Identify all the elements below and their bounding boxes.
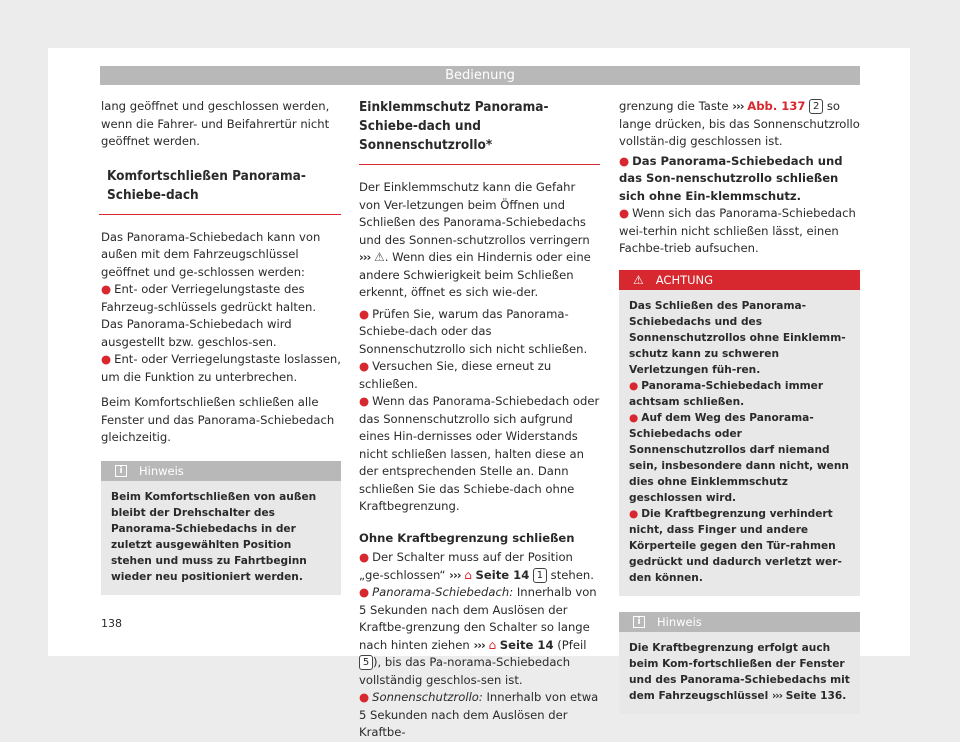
- callout-number: 5: [359, 655, 373, 670]
- callout-number: 2: [809, 99, 823, 114]
- bullet-item: ● Ent- oder Verriegelungstaste loslassen, um die Funktion zu unterbrechen.: [101, 352, 341, 384]
- bullet-icon: ●: [359, 306, 370, 321]
- subheading-ohne-kraftbegrenzung: Ohne Kraftbegrenzung schließen: [359, 530, 575, 545]
- warning-box: [619, 270, 860, 596]
- note-box: [619, 612, 860, 714]
- warning-intro: Das Schließen des Panorama-Schiebedachs und des Sonnenschutzrollos ohne Einklemm-schutz kann zu schweren Verletzungen füh-ren.: [629, 299, 846, 376]
- column-right: [619, 98, 860, 714]
- bullet-item: ● Versuchen Sie, diese erneut zu schließen.: [359, 359, 552, 391]
- bullet-icon: ●: [101, 282, 112, 296]
- page-reference-link[interactable]: Seite 14: [475, 567, 530, 582]
- note-title: Hinweis: [657, 614, 702, 629]
- page-reference-link[interactable]: Seite 14: [499, 637, 554, 652]
- bullet-icon: ●: [619, 206, 630, 220]
- bullet-item: ● Wenn das Panorama-Schiebedach oder das Sonnenschutzrollo sich aufgrund eines Hin-dernisses oder Widerstands nicht schließen lassen, halten diese an der entsprechenden Stelle an. Dann schließen Sie das Schiebe-dach ohne Kraftbegrenzung.: [359, 394, 600, 513]
- warning-icon: ⚠: [374, 250, 385, 264]
- reference-arrows-icon: ›››: [732, 99, 744, 113]
- reference-arrows-icon: ›››: [473, 637, 485, 652]
- note-title: Hinweis: [139, 463, 184, 478]
- paragraph: Der Einklemmschutz kann die Gefahr von Ver-letzungen beim Öffnen und Schließen des Panorama-Schiebedachs und des Sonnen-schutzrollos verringern ››› ⚠. Wenn dies ein Hindernis oder eine andere Schwierigkeit beim Schließen erkennt, öffnet es sich wie-der.: [359, 180, 591, 299]
- heading-wrapper: [99, 167, 341, 215]
- bullet-item: ● Panorama-Schiebedach: Innerhalb von 5 Sekunden nach dem Auslösen der Kraftbe-grenzung den Schalter so lange nach hinten ziehen ››› ⌂ Seite 14 (Pfeil 5 ), bis das Pa-norama-Schiebedach vollständig geschlos-sen ist.: [359, 585, 597, 687]
- bullet-icon: ●: [359, 359, 370, 373]
- page-reference-link[interactable]: Seite 136.: [785, 689, 847, 702]
- bullet-item: ● Wenn sich das Panorama-Schiebedach wei-terhin nicht schließen lässt, einen Fachbe-trieb aufsuchen.: [619, 206, 856, 255]
- bullet-icon: ●: [359, 585, 370, 599]
- reference-arrows-icon: ›››: [359, 250, 371, 264]
- car-icon: ⌂: [464, 567, 472, 582]
- warning-bullet: ● Panorama-Schiebedach immer achtsam schließen.: [629, 379, 824, 408]
- section-header: Bedienung: [100, 66, 860, 85]
- bullet-icon: ●: [619, 153, 630, 168]
- bullet-item: ● Sonnenschutzrollo: Innerhalb von etwa 5 Sekunden nach dem Auslösen der Kraftbe-: [359, 690, 599, 739]
- bullet-item: ● Das Panorama-Schiebedach und das Son-nenschutzrollo schließen sich ohne Ein-klemmschutz.: [619, 153, 843, 203]
- note-header: [101, 461, 341, 481]
- warning-icon: ⚠: [633, 272, 644, 287]
- paragraph-intro: lang geöffnet und geschlossen werden, wenn die Fahrer- und Beifahrertür nicht geöffnet werden.: [101, 99, 330, 148]
- heading-komfortschliessen: Komfortschließen Panorama-Schiebe-dach: [107, 167, 306, 203]
- bullet-item: ● Der Schalter muss auf der Position „ge-schlossen“ ››› ⌂ Seite 14 1 stehen.: [359, 550, 594, 582]
- heading-wrapper: [359, 98, 600, 165]
- bullet-icon: ●: [359, 394, 370, 408]
- page-number: 138: [101, 617, 122, 630]
- reference-arrows-icon: ›››: [771, 689, 783, 702]
- info-icon: i: [633, 616, 645, 628]
- bullet-icon: ●: [359, 690, 370, 704]
- figure-reference-link[interactable]: Abb. 137: [747, 99, 806, 113]
- warning-bullet: ● Auf dem Weg des Panorama-Schiebedachs oder Sonnenschutzrollos darf niemand sein, insbesondere dann nicht, wenn dies ohne Einklemmschutz geschlossen wird.: [629, 411, 849, 504]
- warning-body: [619, 290, 860, 596]
- bullet-icon: ●: [629, 379, 639, 392]
- warning-header: [619, 270, 860, 290]
- bullet-icon: ●: [629, 411, 639, 424]
- callout-number: 1: [533, 568, 547, 583]
- bullet-item: ● Prüfen Sie, warum das Panorama-Schiebe-dach oder das Sonnenschutzrollo sich nicht schließen.: [359, 306, 588, 356]
- car-icon: ⌂: [488, 637, 497, 652]
- bullet-item: ● Ent- oder Verriegelungstaste des Fahrzeug-schlüssels gedrückt halten. Das Panorama-Schiebedach wird ausgestellt bzw. geschlos-sen.: [101, 282, 317, 349]
- bullet-icon: ●: [629, 507, 639, 520]
- info-icon: i: [115, 465, 127, 477]
- column-left: [101, 98, 341, 595]
- paragraph: grenzung die Taste ››› Abb. 137 2 so lange drücken, bis das Sonnenschutzrollo vollstän-dig geschlossen ist.: [619, 99, 860, 148]
- heading-einklemmschutz: Einklemmschutz Panorama-Schiebe-dach und Sonnenschutzrollo*: [359, 99, 549, 153]
- note-body: Die Kraftbegrenzung erfolgt auch beim Kom-fortschließen der Fenster und des Panorama-Schiebedachs mit dem Fahrzeugschlüssel ››› Seite 136.: [629, 641, 850, 702]
- note-box: [101, 461, 341, 595]
- warning-title: ACHTUNG: [655, 272, 714, 287]
- paragraph: Das Panorama-Schiebedach kann von außen mit dem Fahrzeugschlüssel geöffnet und ge-schlossen werden:: [101, 229, 321, 279]
- bullet-icon: ●: [101, 352, 112, 366]
- warning-bullet: ● Die Kraftbegrenzung verhindert nicht, dass Finger und andere Körperteile gegen den Tür-rahmen gedrückt und dadurch verletzt wer-den können.: [629, 507, 842, 584]
- note-text: Beim Komfortschließen von außen bleibt der Drehschalter des Panorama-Schiebedachs in der zuletzt ausgewählten Position stehen und muss zu Fahrtbeginn wieder neu positioniert werden.: [111, 490, 317, 583]
- reference-arrows-icon: ›››: [449, 567, 461, 582]
- column-middle: [359, 98, 600, 742]
- paragraph: Beim Komfortschließen schließen alle Fenster und das Panorama-Schiebedach gleichzeitig.: [101, 395, 335, 444]
- note-header: [619, 612, 860, 632]
- bullet-icon: ●: [359, 550, 370, 564]
